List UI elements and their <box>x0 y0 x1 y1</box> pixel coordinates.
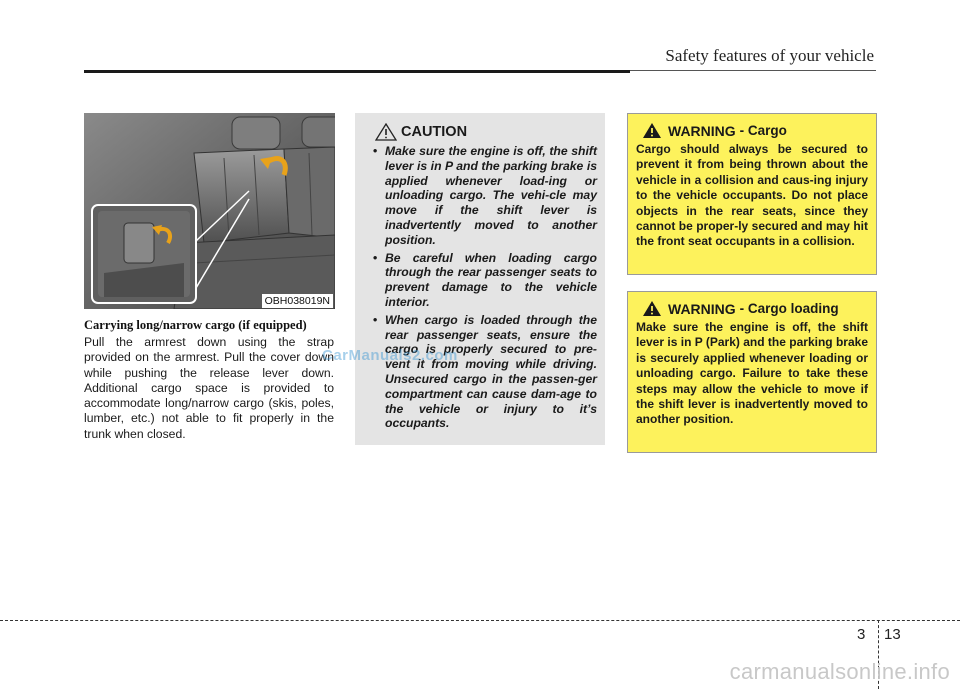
warning-cargo-loading-box <box>627 291 877 453</box>
warning-loading-header <box>642 300 868 317</box>
caution-triangle-icon <box>375 123 397 141</box>
warning-triangle-icon <box>642 300 662 317</box>
watermark: CarManuals2.com <box>322 347 458 364</box>
caution-item: • When cargo is loaded through the rear passenger seats, ensure the cargo is properly secured to pre-vent it from moving while driving. Unsecured cargo in the passen-ger compartment can cause dam-age to the vehicle or injury to it’s occupants. <box>365 313 597 431</box>
warning-cargo-box <box>627 113 877 275</box>
section-body: Pull the armrest down using the strap provided on the armrest. Pull the cover down while pushing the release lever down. Additional cargo space is provided to accommodate long/narrow cargo (skis, poles, lumber, etc.) not able to fit properly in the trunk when closed. <box>84 335 334 441</box>
warning-loading-title: WARNING <box>668 300 736 317</box>
photo-code: OBH038019N <box>262 294 333 308</box>
caution-header <box>375 123 597 141</box>
page-chapter: 3 <box>857 626 866 643</box>
section-subheading: Carrying long/narrow cargo (if equipped) <box>84 318 307 332</box>
warning-cargo-title: WARNING <box>668 122 736 139</box>
warning-cargo-subtitle: - Cargo <box>739 123 787 138</box>
caution-title: CAUTION <box>401 124 468 140</box>
page-number: 13 <box>884 626 901 643</box>
header-rule-thin <box>630 70 876 71</box>
site-watermark[interactable]: carmanualsonline.info <box>729 659 950 684</box>
warning-cargo-header <box>642 122 868 139</box>
caution-box <box>355 113 605 445</box>
caution-list <box>365 144 597 431</box>
footer-rule <box>0 620 960 621</box>
warning-loading-subtitle: - Cargo loading <box>739 301 839 316</box>
warning-triangle-icon <box>642 122 662 139</box>
rear-seat-illustration <box>84 113 335 309</box>
rear-seat-photo <box>84 113 335 309</box>
warning-cargo-text: Cargo should always be secured to prevent it from being thrown about the vehicle in a collision and caus-ing injury to the vehicle occupants. Do not place objects in the rear seats, since they cannot be proper-ly secured and may hit the front seat occupants in a collision. <box>636 142 868 249</box>
caution-item: • Make sure the engine is off, the shift lever is in P and the parking brake is applied whenever load-ing or unloading cargo. The vehi-cle may move if the shift lever is inadvertently moved to another position. <box>365 144 597 248</box>
caution-item: • Be careful when loading cargo through the rear passenger seats to prevent damage to the vehicle interior. <box>365 251 597 310</box>
header-rule <box>84 70 630 73</box>
warning-loading-text: Make sure the engine is off, the shift lever is in P (Park) and the parking brake is securely applied whenever loading or unloading cargo. Failure to take these steps may allow the vehicle to move if the shift lever is inadvertently moved to another position. <box>636 320 868 427</box>
header-title: Safety features of your vehicle <box>665 46 874 65</box>
